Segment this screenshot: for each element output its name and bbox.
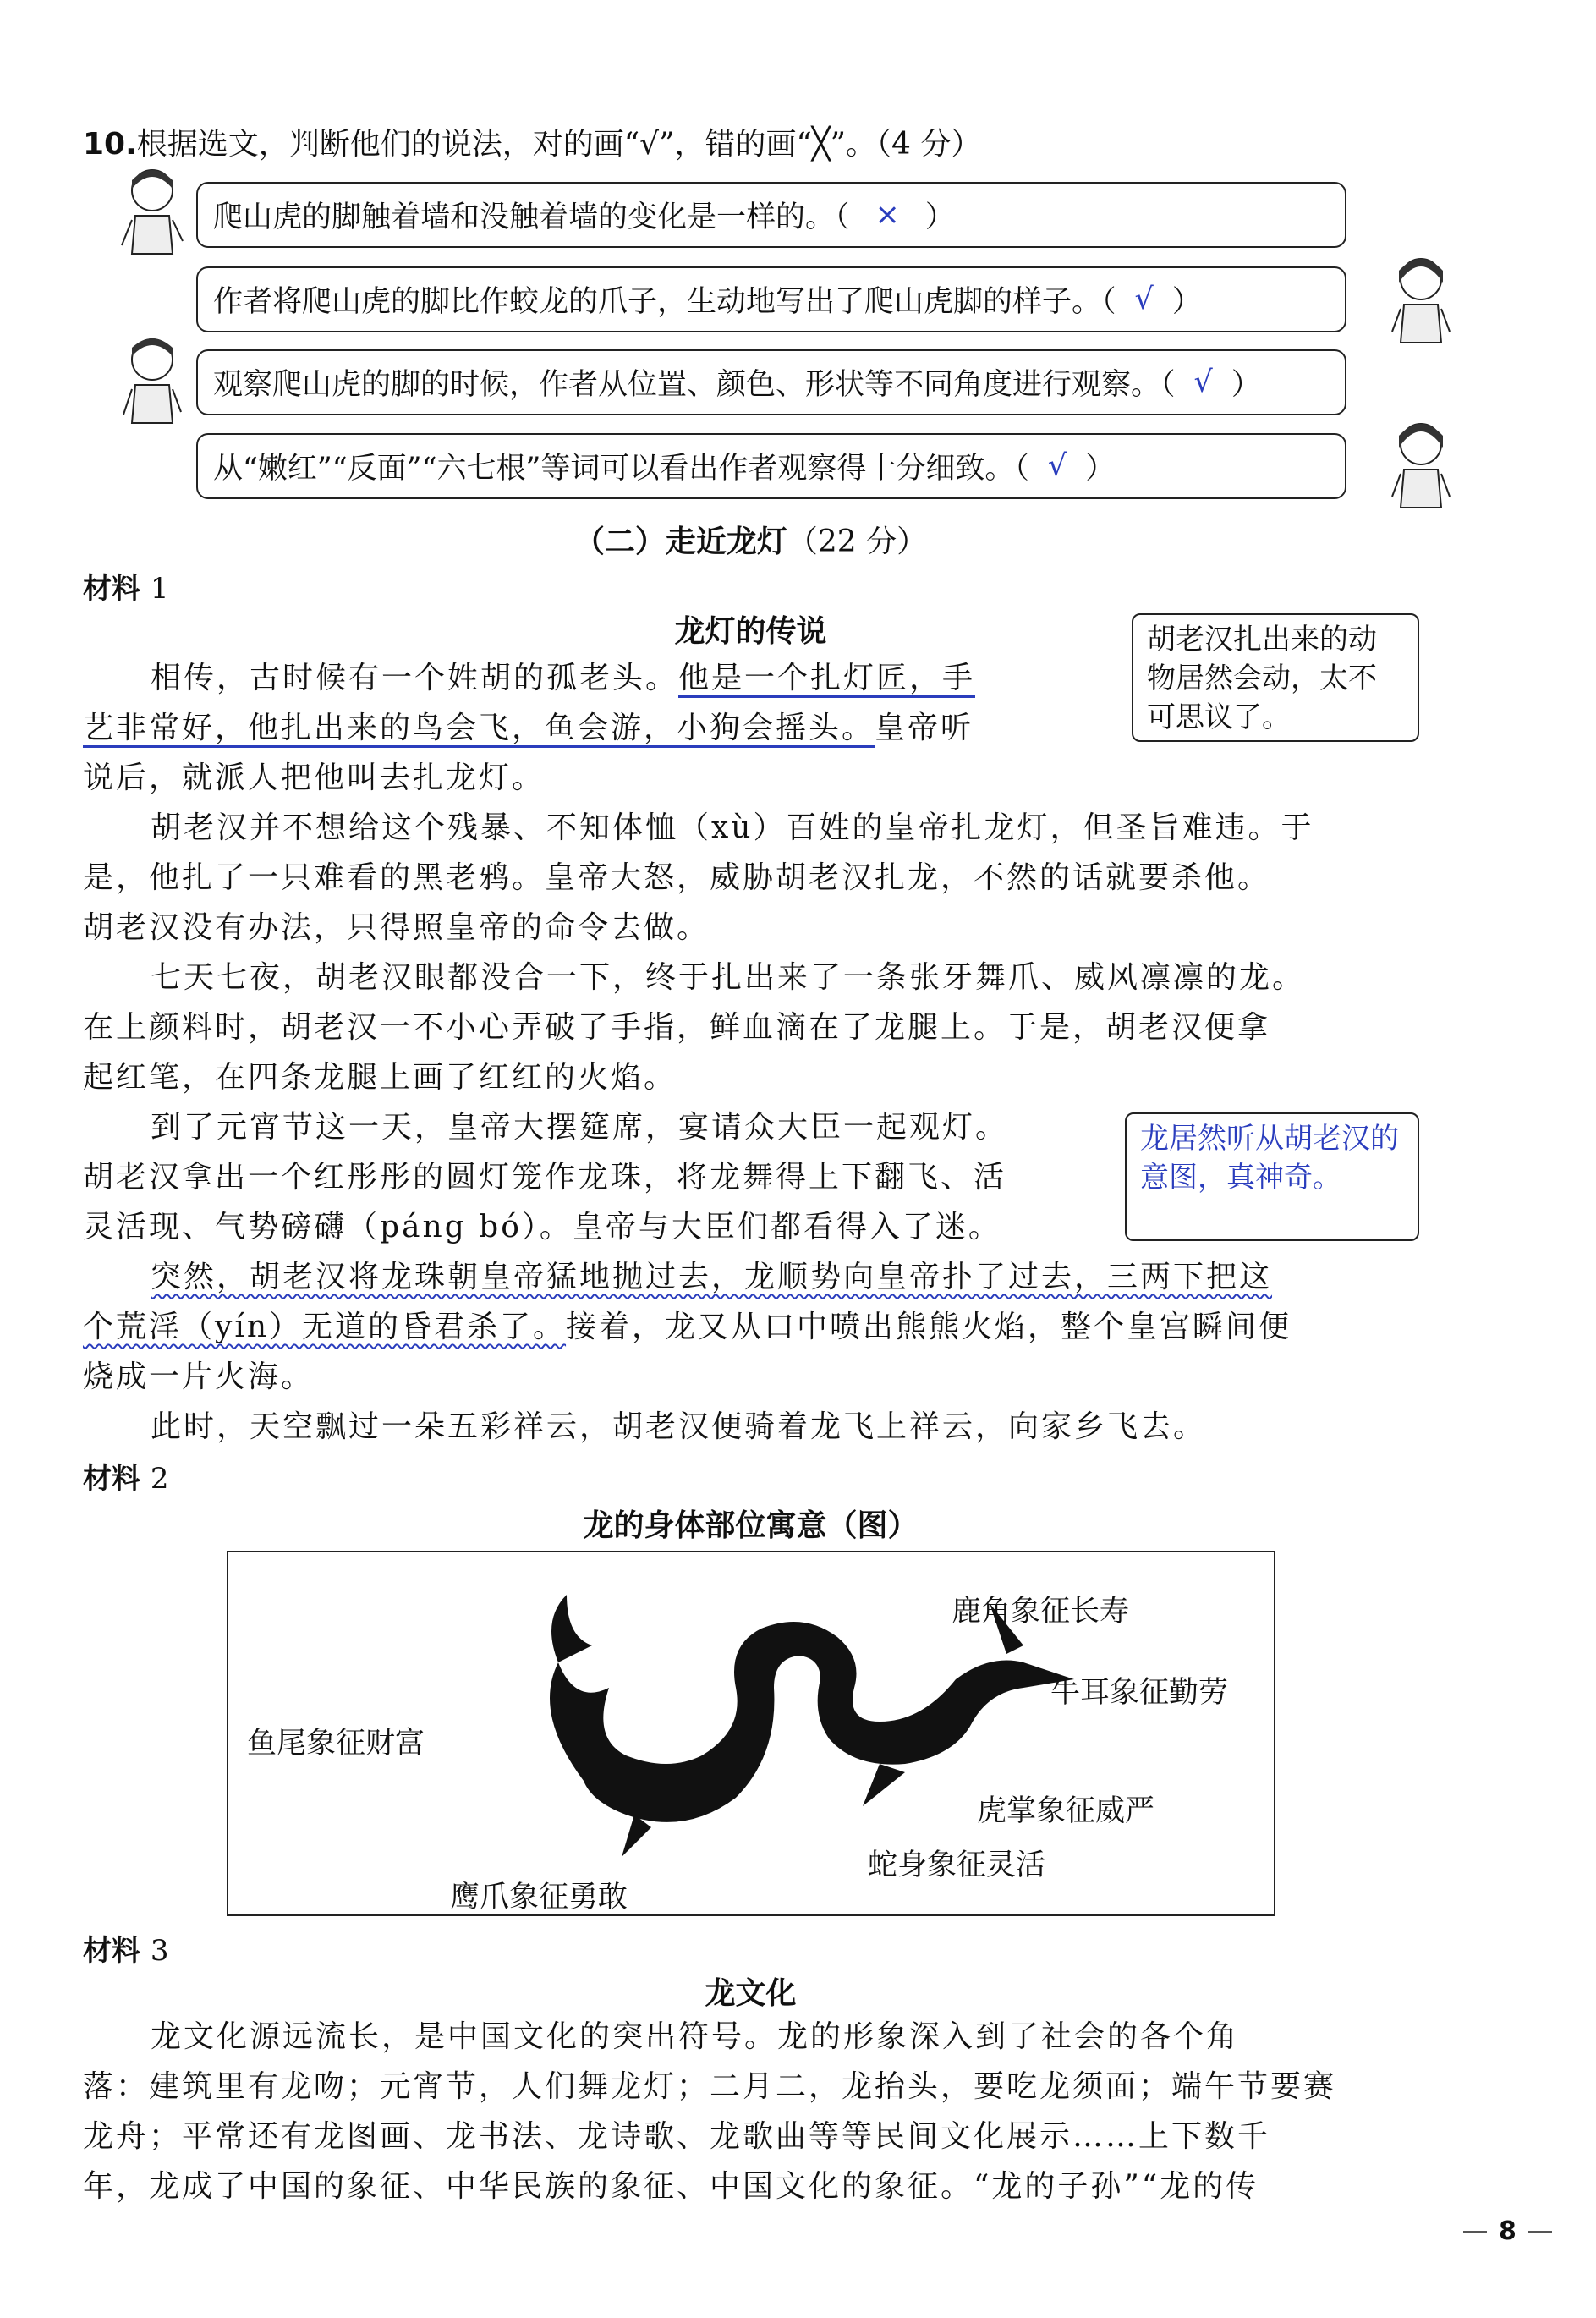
material-2-heading: 龙的身体部位寓意（图）: [583, 1508, 919, 1543]
girl-figure-icon: [1387, 419, 1455, 520]
label-claw: 鹰爪象征勇敢: [450, 1881, 628, 1914]
answer-mark: √: [1047, 449, 1067, 483]
margin-note: 龙居然听从胡老汉的意图，真神奇。: [1125, 1112, 1419, 1241]
divider: [1528, 2231, 1552, 2233]
margin-note: 胡老汉扎出来的动物居然会动，太不可思议了。: [1132, 613, 1419, 742]
statement-bubble: 从“嫩红”“反面”“六七根”等词可以看出作者观察得十分细致。（ √ ）: [196, 433, 1346, 499]
page-number: 8: [1463, 2216, 1565, 2246]
material-1-text: 相传，古时候有一个姓胡的孤老头。他是一个扎灯匠，手 艺非常好，他扎出来的鸟会飞，鱼会游，小狗会摇头。皇帝听 说后，就派人把他叫去扎龙灯。 胡老汉并不想给这个残暴、不知体恤（xù）百姓的皇帝扎龙灯，但圣旨难违。于 是，他扎了一只难看的黑老鸦。皇帝大怒，威胁胡老汉扎龙，不然的话就要杀他。 胡老汉没有办法，只得照皇帝的命令去做。 七天七夜，胡老汉眼都没合一下，终于扎出来了一条张牙舞爪、威风凛凛的龙。 在上颜料时，胡老汉一不小心弄破了手指，鲜血滴在了龙腿上。于是，胡老汉便拿 起红笔，在四条龙腿上画了红红的火焰。 到了元宵节这一天，皇帝大摆筵席，宴请众大臣一起观灯。 胡老汉拿出一个红彤彤的圆灯笼作龙珠，将龙舞得上下翻飞、活 灵活现、气势磅礴（páng bó）。皇帝与大臣们都看得入了迷。 突然，胡老汉将龙珠朝皇帝猛地抛过去，龙顺势向皇帝扑了过去，三两下把这 个荒淫（yín）无道的昏君杀了。接着，龙又从口中喷出熊熊火焰，整个皇宫瞬间便 烧成一片火海。 此时，天空飘过一朵五彩祥云，胡老汉便骑着龙飞上祥云，向家乡飞去。: [83, 661, 1314, 1444]
material-1-heading: 龙灯的传说: [674, 613, 827, 649]
material-3-heading: 龙文化: [705, 1975, 797, 2011]
divider: [1463, 2231, 1487, 2233]
answer-mark: ×: [875, 198, 900, 232]
material-1-label: 材料 1: [83, 572, 169, 606]
girl-figure-icon: [1387, 254, 1455, 355]
dragon-diagram: [227, 1551, 1275, 1916]
label-palm: 虎掌象征威严: [977, 1794, 1155, 1828]
statement-bubble: 作者将爬山虎的脚比作蛟龙的爪子，生动地写出了爬山虎脚的样子。（ √ ）: [196, 266, 1346, 332]
question-10-title: 10.根据选文，判断他们的说法，对的画“√”，错的画“╳”。（4 分）: [83, 127, 982, 162]
material-2-label: 材料 2: [83, 1462, 169, 1496]
boy-figure-icon: [118, 165, 186, 266]
label-tail: 鱼尾象征财富: [247, 1727, 425, 1760]
material-3-text: 龙文化源远流长，是中国文化的突出符号。龙的形象深入到了社会的各个角 落：建筑里有龙吻；元宵节，人们舞龙灯；二月二，龙抬头，要吃龙须面；端午节要赛 龙舟；平常还有龙图画、龙书法、龙诗歌、龙歌曲等等民间文化展示……上下数千 年，龙成了中国的象征、中华民族的象征、中国文化的象征。“龙的子孙”“龙的传: [83, 2019, 1337, 2204]
statement-bubble: 观察爬山虎的脚的时候，作者从位置、颜色、形状等不同角度进行观察。（ √ ）: [196, 349, 1346, 415]
answer-mark: √: [1134, 283, 1154, 316]
answer-mark: √: [1193, 365, 1213, 399]
boy-figure-icon: [118, 334, 186, 436]
label-antler: 鹿角象征长寿: [952, 1595, 1130, 1629]
dragon-silhouette-icon: [482, 1586, 1176, 1908]
statement-bubble: 爬山虎的脚触着墙和没触着墙的变化是一样的。（ × ）: [196, 182, 1346, 248]
label-ear: 牛耳象征勤劳: [1050, 1676, 1229, 1710]
label-body: 蛇身象征灵活: [868, 1848, 1046, 1882]
material-3-label: 材料 3: [83, 1934, 169, 1968]
section-title: （二）走近龙灯（22 分）: [573, 524, 928, 559]
